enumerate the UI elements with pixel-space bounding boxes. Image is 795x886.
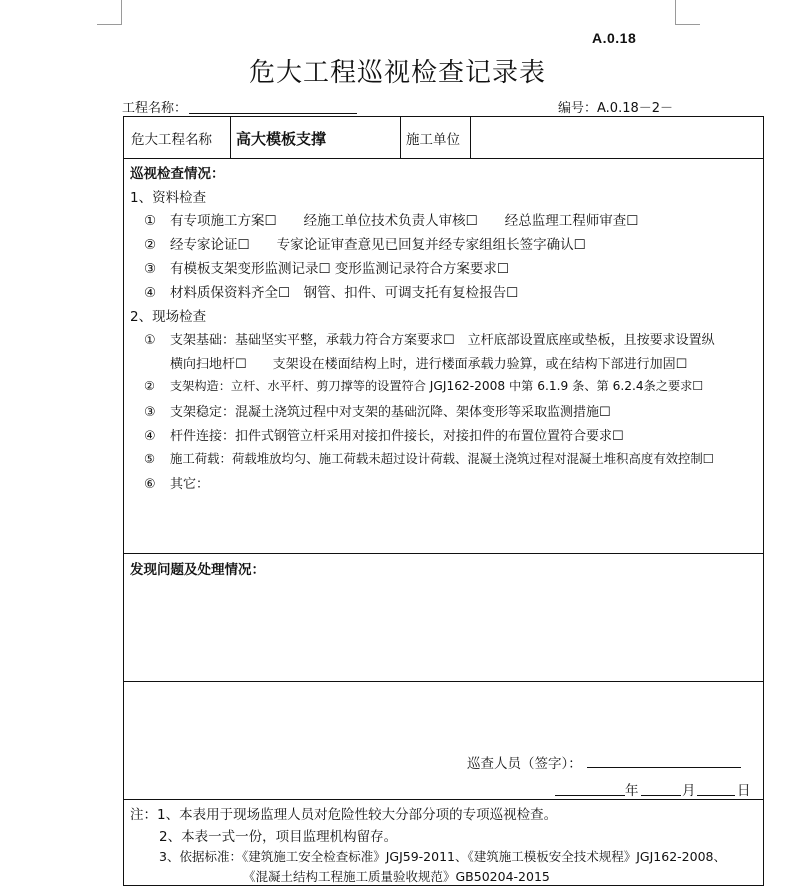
serial-number-label: 编号：A.0.18－2－ [558, 101, 674, 116]
check-item[interactable] [144, 401, 611, 420]
check-item[interactable] [144, 281, 518, 301]
item-text: 经专家论证☐ 专家论证审查意见已回复并经专家组组长签字确认☐ [170, 237, 586, 253]
check-item[interactable] [144, 377, 703, 394]
note-3: 3、依据标准：《建筑施工安全检查标准》JGJ59-2011、《建筑施工模板安全技术规程》JGJ162-2008、 [159, 849, 726, 864]
check-item[interactable] [144, 257, 509, 277]
inspection-heading: 巡视检查情况： [130, 166, 225, 182]
check-item[interactable] [144, 209, 638, 229]
item-name-value[interactable]: 高大模板支撑 [236, 130, 327, 148]
section-separator [123, 681, 764, 682]
item-text: 施工荷载：荷载堆放均匀、施工荷载未超过设计荷载、混凝土浇筑过程对混凝土堆积高度有效控制☐ [170, 451, 714, 466]
section-separator [123, 553, 764, 554]
item-text: 其它： [170, 477, 210, 492]
section-document-check: 1、资料检查 [130, 190, 207, 206]
item-number: ⑤ [144, 451, 156, 466]
page-title: 危大工程巡视检查记录表 [248, 58, 546, 88]
problems-text-area[interactable] [124, 580, 763, 680]
item-text: 杆件连接：扣件式钢管立杆采用对接扣件接长，对接扣件的布置位置符合要求☐ [170, 429, 624, 444]
check-item[interactable] [144, 233, 586, 253]
item-text: 支架稳定：混凝土浇筑过程中对支架的基础沉降、架体变形等采取监测措施☐ [170, 405, 611, 420]
check-item[interactable] [144, 425, 624, 444]
year-field[interactable] [555, 795, 625, 796]
inspector-signature-label: 巡查人员（签字）： [467, 756, 582, 772]
row1-divider-1 [230, 116, 231, 158]
day-label: 日 [737, 783, 751, 799]
section-separator [123, 799, 764, 800]
day-field[interactable] [697, 795, 735, 796]
item-text: 有模板支架变形监测记录☐ 变形监测记录符合方案要求☐ [170, 261, 509, 277]
year-label: 年 [625, 783, 639, 799]
item-number: ③ [144, 261, 157, 277]
item-text: 支架基础：基础坚实平整，承载力符合方案要求☐ 立杆底部设置底座或垫板，且按要求设置纵 [170, 333, 715, 348]
item-number: ① [144, 213, 157, 229]
row1-divider-3 [470, 116, 471, 158]
item-number: ② [144, 237, 157, 253]
page-corner-mark-left-v [121, 0, 122, 24]
section-site-check: 2、现场检查 [130, 309, 207, 325]
project-name-label: 工程名称： [122, 101, 188, 116]
problems-heading: 发现问题及处理情况： [130, 562, 265, 578]
item-text: 有专项施工方案☐ 经施工单位技术负责人审核☐ 经总监理工程师审查☐ [170, 213, 639, 229]
item-text: 横向扫地杆☐ 支架设在楼面结构上时，进行楼面承载力验算，或在结构下部进行加固☐ [170, 357, 688, 372]
record-table [123, 116, 764, 886]
check-item-continued[interactable] [144, 353, 687, 372]
item-text: 材料质保资料齐全☐ 钢管、扣件、可调支托有复检报告☐ [170, 285, 519, 301]
row1-divider-2 [400, 116, 401, 158]
page-corner-mark-left-h [97, 24, 122, 25]
item-text: 支架构造：立杆、水平杆、剪刀撑等的设置符合 JGJ162-2008 中第 6.1.9 条、第 6.2.4条之要求☐ [170, 379, 704, 393]
item-number: ⑥ [144, 477, 156, 492]
project-name-field[interactable] [189, 113, 357, 114]
item-name-label: 危大工程名称 [131, 132, 212, 148]
month-field[interactable] [641, 795, 681, 796]
item-number: ④ [144, 285, 157, 301]
check-item[interactable] [144, 329, 715, 348]
construction-unit-value[interactable] [478, 128, 758, 148]
form-code: A.0.18 [592, 30, 637, 46]
item-number: ② [144, 379, 155, 393]
item-number: ④ [144, 429, 156, 444]
note-1: 注：1、本表用于现场监理人员对危险性较大分部分项的专项巡视检查。 [130, 807, 558, 823]
item-number: ③ [144, 405, 156, 420]
note-4: 《混凝土结构工程施工质量验收规范》GB50204-2015 [243, 869, 550, 884]
check-item[interactable] [144, 449, 714, 467]
construction-unit-label: 施工单位 [406, 132, 460, 148]
note-2: 2、本表一式一份，项目监理机构留存。 [159, 829, 398, 845]
page-corner-mark-right-v [675, 0, 676, 24]
month-label: 月 [682, 783, 696, 799]
item-number: ① [144, 333, 156, 348]
page-corner-mark-right-h [675, 24, 700, 25]
inspector-signature-field[interactable] [587, 767, 741, 768]
check-item[interactable] [144, 473, 209, 492]
row-separator [123, 158, 764, 159]
